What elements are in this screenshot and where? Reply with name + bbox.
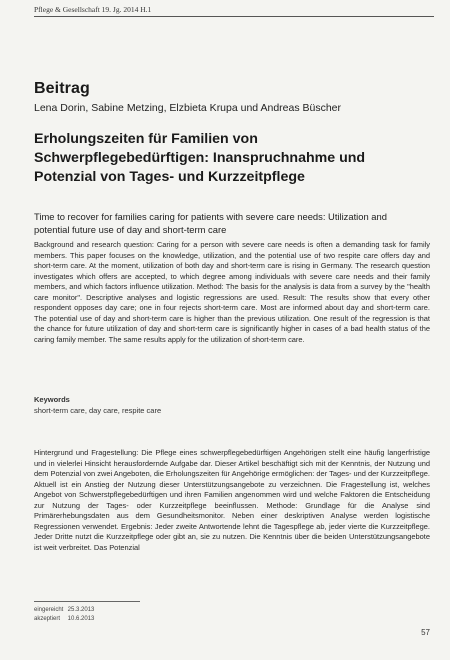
section-label: Beitrag — [34, 80, 90, 97]
submission-dates — [34, 606, 94, 624]
keywords-label: Keywords — [34, 395, 70, 404]
accepted-date: 10.6.2013 — [67, 616, 95, 622]
authors: Lena Dorin, Sabine Metzing, Elzbieta Krupa und Andreas Büscher — [34, 102, 342, 114]
received-date: 25.3.2013 — [67, 607, 95, 613]
english-abstract: Background and research question: Caring for a person with severe care needs is often a demanding task for family members. This paper focuses on the knowledge, utilization, and the potential use of two respite care offers day and short-term care. At the moment, utilization of both day and short-term care is rising in Germany. The research question investigates which offers are accepted, to which degree among individuals with severe care needs and their family members, and which factors influence utilization. Method: The basis for the analysis is data from a survey by the "health care monitor". Descriptive analyses and logistic regressions are used. Result: The results show that every other respondent opposes day care; one in four rejects short-term care. Most are informed about day and short-term care. The potential use of day and short-term care is higher than the previous utilization. One result of the regression is that the chance for future utilization of day and short-term care is significantly higher in cases of a bad health status of the caring family member. The same results apply for the utilization of short-term care. — [34, 240, 430, 344]
received-row — [34, 606, 94, 615]
accepted-row — [34, 615, 94, 624]
received-label: eingereicht — [34, 607, 64, 613]
article-title: Erholungszeiten für Familien von Schwerpflegebedürftigen: Inanspruchnahme und Potenzial von Tages- und Kurzzeitpflege — [34, 131, 366, 185]
footer-rule — [34, 601, 140, 602]
running-header: Pflege & Gesellschaft 19. Jg. 2014 H.1 — [34, 5, 152, 14]
page-number: 57 — [421, 628, 430, 637]
keywords: short-term care, day care, respite care — [34, 406, 162, 415]
accepted-label: akzeptiert — [34, 616, 61, 622]
header-rule — [34, 16, 434, 17]
german-abstract: Hintergrund und Fragestellung: Die Pflege eines schwerpflegebedürftigen Angehörigen stellt eine häufig langerfristige und in vielerlei Hinsicht herausfordernde Aufgabe dar. Dieser Artikel beschäftigt sich mit der Kenntnis, der Nutzung und dem Potenzial von zwei Angeboten, die Erholungszeiten für Angehörige ermöglichen: der Tages- und der Kurzzeitpflege. Aktuell ist ein Anstieg der Nutzung dieser Unterstützungsangebote zu verzeichnen. Die Fragestellung ist, welches Angebot von Schwerstpflegebedürftigen und ihren Familien angenommen wird und welche Faktoren die Entscheidung zur Nutzung der Tages- oder Kurzzeitpflege beeinflussen. Methode: Grundlage für die Analyse sind Primärerhebungsdaten aus dem Gesundheitsmonitor. Neben einer deskriptiven Analyse werden logistische Regressionen verwendet. Ergebnis: Jeder zweite Antwortende lehnt die Tagespflege ab, jeder vierte die Kurzzeitpflege. Jeder Dritte nutzt die Kurzzeitpflege oder gibt an, sie zu nutzen. Die Kenntnis über die beiden Unterstützungsangebote ist weit verbreitet. Das Potenzial — [34, 448, 430, 552]
english-title: Time to recover for families caring for patients with severe care needs: Utilization and potential future use of day and short-term care — [34, 211, 387, 235]
